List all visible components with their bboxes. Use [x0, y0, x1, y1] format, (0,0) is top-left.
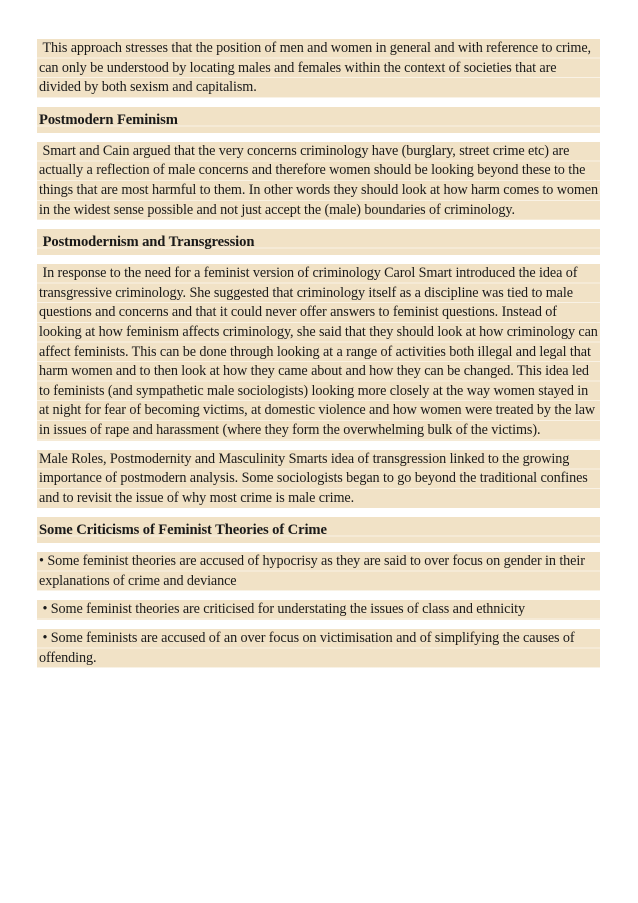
- male-roles-paragraph: Male Roles, Postmodernity and Masculinity Smarts idea of transgression linked to the growing importance of postmodern analysis. Some sociologists began to go beyond the traditional confines and to revisit the issue of why most crime is male crime.: [37, 450, 600, 509]
- heading-criticisms: Some Criticisms of Feminist Theories of Crime: [37, 517, 600, 543]
- spacer: [37, 543, 600, 552]
- transgression-paragraph: In response to the need for a feminist version of criminology Carol Smart introduced the idea of transgressive criminology. She suggested that criminology itself as a discipline was tied to male questions and concerns and that it could never offer answers to feminist questions. Instead of looking at how feminism affects criminology, she said that they should look at how criminology can affect feminists. This can be done through looking at a range of activities both illegal and legal that harm women and to then look at how they came about and how they can be changed. This idea led to feminists (and sympathetic male sociologists) looking more closely at the way women stayed in at night for fear of becoming victims, at domestic violence and how women were treated by the law in issues of rape and harassment (where they form the overwhelming bulk of the victims).: [37, 264, 600, 440]
- smart-cain-paragraph: Smart and Cain argued that the very concerns criminology have (burglary, street crime etc) are actually a reflection of male concerns and therefore women should be looking beyond these to the things that are most harmful to them. In other words they should look at how harm comes to women in the widest sense possible and not just accept the (male) boundaries of criminology.: [37, 142, 600, 220]
- heading-postmodern-feminism: Postmodern Feminism: [37, 107, 600, 133]
- spacer: [37, 133, 600, 142]
- intro-paragraph: This approach stresses that the position of men and women in general and with reference to crime, can only be understood by locating males and females within the context of societies that are divided by both sexism and capitalism.: [37, 39, 600, 98]
- spacer: [37, 98, 600, 107]
- spacer: [37, 220, 600, 229]
- criticism-item: • Some feminist theories are accused of hypocrisy as they are said to over focus on gender in their explanations of crime and deviance: [37, 552, 600, 591]
- spacer: [37, 255, 600, 264]
- criticism-item: • Some feminists are accused of an over focus on victimisation and of simplifying the causes of offending.: [37, 629, 600, 668]
- heading-postmodernism-transgression: Postmodernism and Transgression: [37, 229, 600, 255]
- spacer: [37, 441, 600, 450]
- spacer: [37, 620, 600, 629]
- spacer: [37, 591, 600, 600]
- criticism-item: • Some feminist theories are criticised for understating the issues of class and ethnicity: [37, 600, 600, 620]
- document-page: [37, 39, 600, 668]
- spacer: [37, 508, 600, 517]
